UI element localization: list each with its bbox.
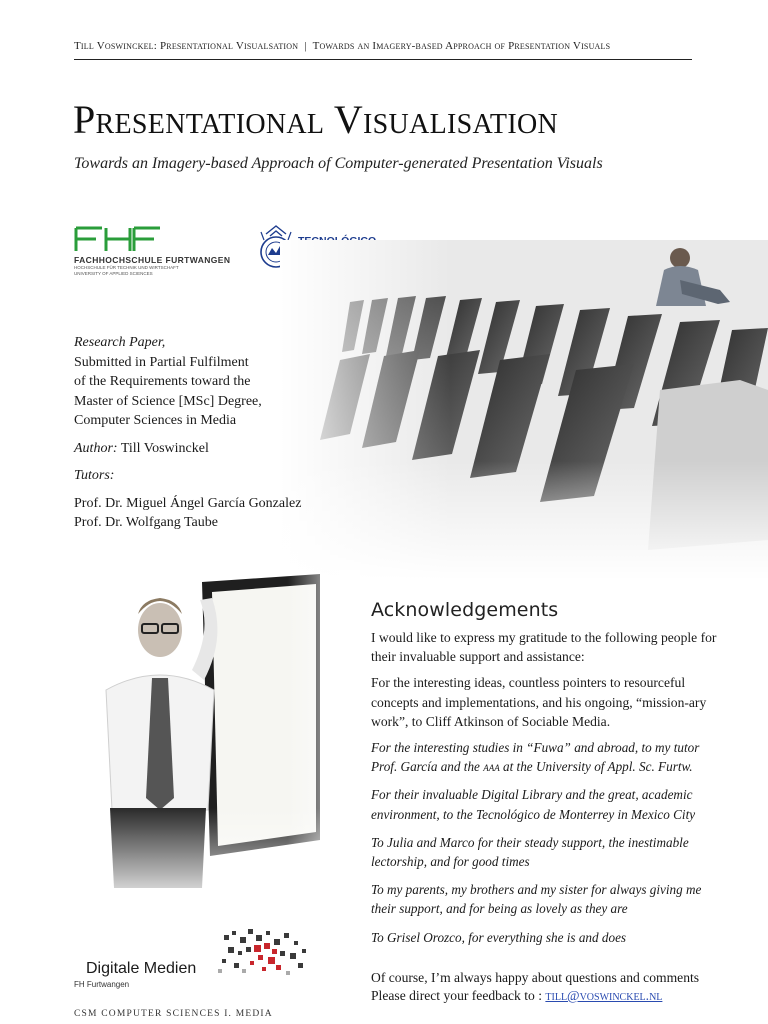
info-line-2: of the Requirements toward the <box>74 374 251 389</box>
auditorium-chairs-photo <box>280 240 768 580</box>
header-separator: | <box>304 40 307 52</box>
info-line-4: Computer Sciences in Media <box>74 413 237 428</box>
footer-text: CSM COMPUTER SCIENCES I. MEDIA <box>74 1009 273 1019</box>
paper-type: Research Paper, <box>74 335 166 350</box>
author-name: Till Voswinckel <box>120 440 209 456</box>
running-header <box>74 40 692 52</box>
ack-paragraph-3: For their invaluable Digital Library and the great, academic environment, to the Tecnológico de Monterrey in Mexico City <box>371 787 696 822</box>
ack-intro: I would like to express my gratitude to the following people for their invaluable support and assistance: <box>371 630 717 665</box>
header-right: Towards an Imagery-based Approach of Presentation Visuals <box>312 40 611 52</box>
presenter-photo <box>70 570 360 910</box>
pixel-cluster-icon <box>214 925 314 981</box>
acknowledgements-section <box>371 599 723 1012</box>
page-subtitle: Towards an Imagery-based Approach of Computer-generated Presentation Visuals <box>74 155 603 172</box>
fhf-logo <box>74 226 234 284</box>
ack-final-line-1: Of course, I’m always happy about questions and comments <box>371 969 700 985</box>
fhf-logo-sub2: UNIVERSITY OF APPLIED SCIENCES <box>74 271 153 276</box>
digitale-medien-logo <box>74 925 324 995</box>
acknowledgements-heading: Acknowledgements <box>371 599 559 621</box>
fhf-logo-sub1: HOCHSCHULE FÜR TECHNIK UND WIRTSCHAFT <box>74 265 179 270</box>
info-line-1: Submitted in Partial Fulfilment <box>74 354 249 370</box>
dm-logo-sub: FH Furtwangen <box>74 980 130 989</box>
email-link[interactable]: till@voswinckel.nl <box>545 988 663 1004</box>
info-line-3: Master of Science [MSc] Degree, <box>74 393 262 409</box>
dm-logo-title: Digitale Medien <box>86 960 197 977</box>
ack-final-line-2: Please direct your feedback to : till@voswinckel.nl <box>371 988 663 1004</box>
ack-paragraph-6: To Grisel Orozco, for everything she is and does <box>371 929 627 945</box>
ack-paragraph-5: To my parents, my brothers and my sister for always giving me their support, and for being as lovely as they are <box>371 882 702 917</box>
page-title: Presentational Visualisation <box>73 97 558 142</box>
fhf-logo-mark <box>74 226 234 252</box>
paper-info <box>74 333 314 533</box>
ack-paragraph-4: To Julia and Marco for their steady support, the inestimable lectorship, and for good times <box>371 834 689 870</box>
tutor-2: Prof. Dr. Wolfgang Taube <box>74 515 218 530</box>
header-left: Till Voswinckel: Presentational Visualsation <box>74 40 299 52</box>
fhf-logo-name: FACHHOCHSCHULE FURTWANGEN <box>74 255 231 265</box>
author-label: Author: <box>74 440 118 456</box>
ack-paragraph-2: For the interesting studies in “Fuwa” and abroad, to my tutor Prof. García and the aaa at the University of Appl. Sc. Furtw. <box>371 740 700 775</box>
ack-paragraph-1: For the interesting ideas, countless pointers to resourceful concepts and implementations, and his ongoing, “mission-ary work”, to Cliff Atkinson of Sociable Media. <box>371 675 707 729</box>
tutor-1: Prof. Dr. Miguel Ángel García Gonzalez <box>74 495 302 511</box>
header-rule <box>74 59 692 60</box>
tutors-label: Tutors: <box>74 468 115 483</box>
